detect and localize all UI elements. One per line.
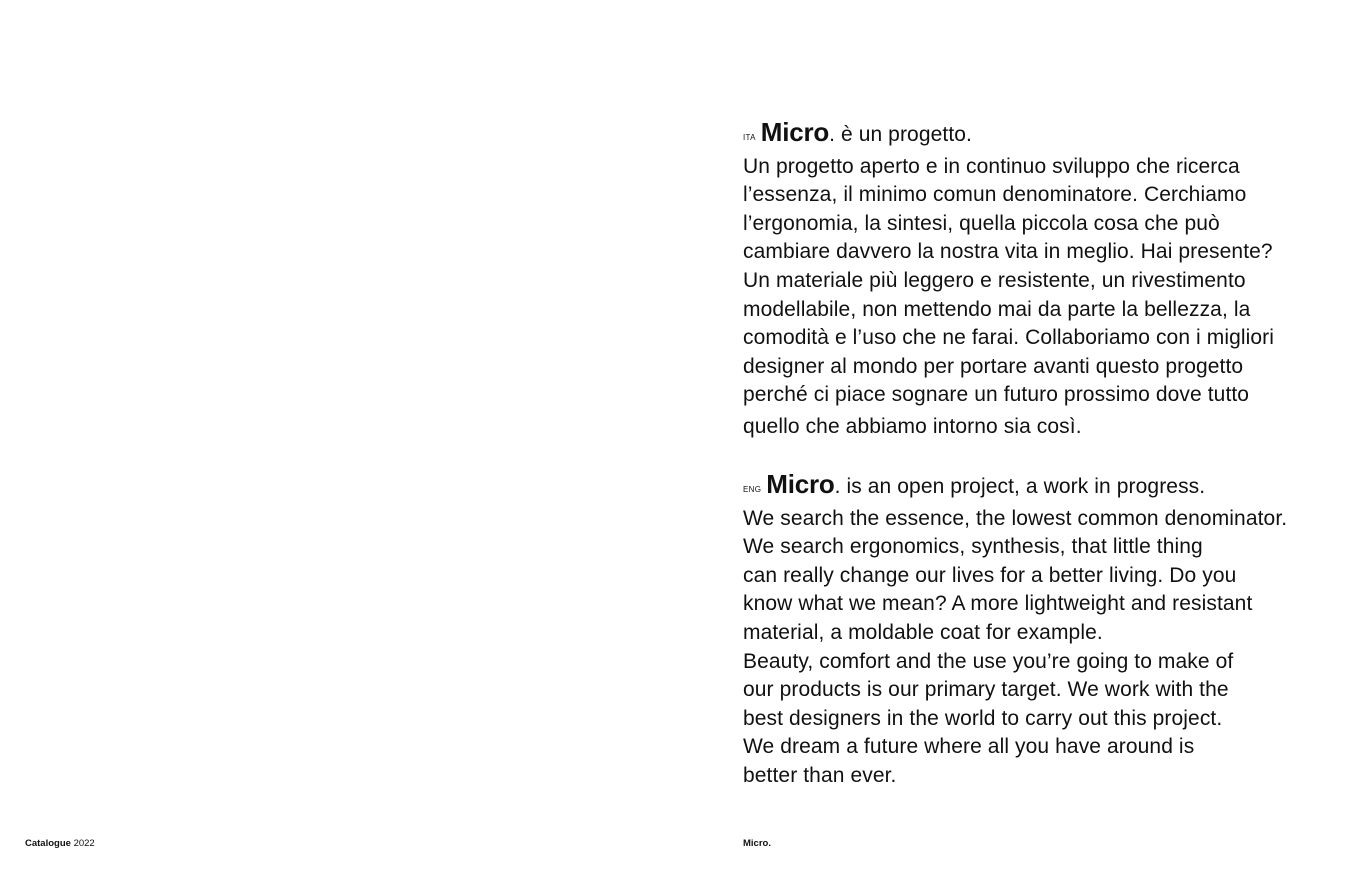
brand-name: Micro [760, 117, 830, 147]
english-text-block [743, 470, 1343, 791]
italian-heading-text: . è un progetto. [829, 123, 972, 146]
italian-heading [743, 118, 1343, 153]
english-line: know what we mean? A more lightweight and resistant [743, 592, 1253, 616]
english-line: our products is our primary target. We work with the [743, 678, 1229, 702]
italian-line: Un progetto aperto e in continuo sviluppo che ricerca [743, 154, 1240, 178]
footer-catalogue [25, 838, 95, 850]
italian-line: designer al mondo per portare avanti questo progetto [743, 354, 1244, 378]
italian-line: l’essenza, il minimo comun denominatore. Cerchiamo [743, 183, 1247, 207]
english-line: Beauty, comfort and the use you’re going to make of [743, 649, 1234, 673]
lang-tag-eng: ENG [743, 485, 762, 494]
italian-line: comodità e l’uso che ne farai. Collaboriamo con i migliori [743, 326, 1275, 350]
italian-line: modellabile, non mettendo mai da parte la bellezza, la [743, 297, 1251, 321]
right-page [678, 0, 1356, 872]
english-heading [743, 470, 1343, 505]
italian-line: perché ci piace sognare un futuro prossimo dove tutto [743, 383, 1250, 407]
italian-line: cambiare davvero la nostra vita in meglio. Hai presente? [743, 240, 1273, 264]
english-line: material, a moldable coat for example. [743, 620, 1103, 644]
lang-tag-ita: ITA [743, 133, 756, 142]
brand-name: Micro [766, 469, 835, 499]
footer-catalogue-label: Catalogue [25, 838, 71, 849]
english-line: best designers in the world to carry out this project. [743, 706, 1223, 730]
english-line: We search ergonomics, synthesis, that little thing [743, 535, 1203, 559]
english-line: can really change our lives for a better living. Do you [743, 563, 1237, 587]
italian-text-block [743, 118, 1343, 442]
italian-line: quello che abbiamo intorno sia così. [743, 414, 1082, 438]
english-line: We search the essence, the lowest common denominator. [743, 506, 1288, 530]
italian-line: l’ergonomia, la sintesi, quella piccola cosa che può [743, 211, 1220, 235]
english-line: better than ever. [743, 763, 897, 787]
english-line: We dream a future where all you have around is [743, 735, 1195, 759]
english-heading-text: . is an open project, a work in progress. [834, 475, 1206, 498]
footer-catalogue-year: 2022 [73, 838, 95, 849]
footer-brand: Micro. [743, 838, 771, 849]
italian-line: Un materiale più leggero e resistente, un rivestimento [743, 268, 1246, 292]
